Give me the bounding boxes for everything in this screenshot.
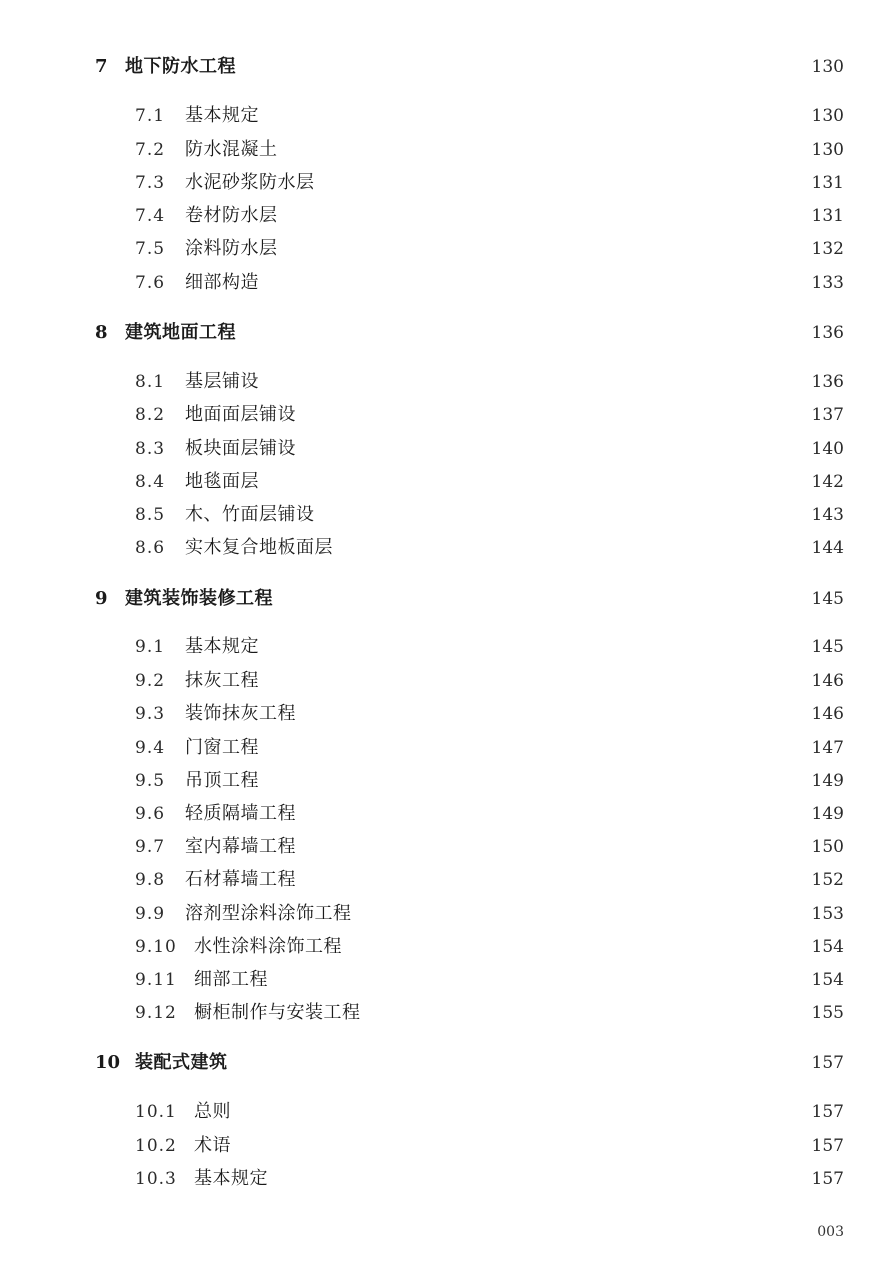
entry-page-number: 153 bbox=[811, 904, 844, 924]
entry-number: 10 bbox=[95, 1052, 121, 1073]
entry-title: 防水混凝土 bbox=[185, 139, 278, 160]
entry-number: 8 bbox=[95, 322, 108, 343]
entry-page-number: 157 bbox=[811, 1102, 844, 1122]
entry-page-number: 157 bbox=[811, 1136, 844, 1156]
entry-title: 板块面层铺设 bbox=[185, 438, 296, 459]
entry-title: 细部工程 bbox=[194, 969, 268, 990]
toc-section-entry[interactable] bbox=[0, 998, 884, 1028]
dot-leader bbox=[267, 101, 798, 131]
entry-title: 实木复合地板面层 bbox=[185, 537, 333, 558]
toc-section-entry[interactable] bbox=[0, 400, 884, 430]
entry-number: 9.12 bbox=[135, 1003, 177, 1023]
entry-title: 总则 bbox=[194, 1101, 231, 1122]
dot-leader bbox=[276, 1164, 798, 1194]
toc-section-entry[interactable] bbox=[0, 865, 884, 895]
entry-number: 9.10 bbox=[135, 937, 177, 957]
entry-number: 9.3 bbox=[135, 704, 166, 724]
dot-leader bbox=[304, 865, 798, 895]
toc-chapter-entry[interactable] bbox=[0, 52, 884, 82]
entry-number: 8.2 bbox=[135, 405, 166, 425]
entry-page-number: 152 bbox=[811, 870, 844, 890]
dot-leader bbox=[267, 632, 798, 662]
toc-chapter-entry[interactable] bbox=[0, 584, 884, 614]
entry-title: 卷材防水层 bbox=[185, 205, 278, 226]
entry-number: 7.1 bbox=[135, 106, 166, 126]
entry-title: 术语 bbox=[194, 1135, 231, 1156]
entry-title: 基本规定 bbox=[194, 1168, 268, 1189]
dot-leader bbox=[350, 932, 798, 962]
toc-section-entry[interactable] bbox=[0, 1097, 884, 1127]
toc-section-entry[interactable] bbox=[0, 101, 884, 131]
entry-title: 石材幕墙工程 bbox=[185, 869, 296, 890]
toc-section-entry[interactable] bbox=[0, 666, 884, 696]
dot-leader bbox=[304, 400, 798, 430]
entry-page-number: 140 bbox=[811, 439, 844, 459]
toc-section-entry[interactable] bbox=[0, 799, 884, 829]
entry-number: 8.4 bbox=[135, 472, 166, 492]
entry-page-number: 136 bbox=[811, 372, 844, 392]
dot-leader bbox=[239, 1131, 798, 1161]
entry-page-number: 130 bbox=[811, 57, 844, 77]
dot-leader bbox=[286, 201, 798, 231]
entry-title: 基层铺设 bbox=[185, 371, 259, 392]
entry-title: 地下防水工程 bbox=[125, 56, 236, 77]
entry-page-number: 131 bbox=[811, 173, 844, 193]
entry-title: 抹灰工程 bbox=[185, 670, 259, 691]
dot-leader bbox=[236, 1048, 798, 1078]
dot-leader bbox=[286, 234, 798, 264]
entry-page-number: 145 bbox=[811, 637, 844, 657]
entry-page-number: 131 bbox=[811, 206, 844, 226]
entry-page-number: 157 bbox=[811, 1169, 844, 1189]
entry-number: 9.11 bbox=[135, 970, 177, 990]
entry-title: 橱柜制作与安装工程 bbox=[194, 1002, 361, 1023]
entry-page-number: 149 bbox=[811, 771, 844, 791]
toc-section-entry[interactable] bbox=[0, 965, 884, 995]
dot-leader bbox=[244, 318, 798, 348]
entry-number: 9.1 bbox=[135, 637, 166, 657]
entry-page-number: 142 bbox=[811, 472, 844, 492]
entry-title: 水性涂料涂饰工程 bbox=[194, 936, 342, 957]
entry-title: 门窗工程 bbox=[185, 737, 259, 758]
entry-page-number: 146 bbox=[811, 704, 844, 724]
entry-number: 10.3 bbox=[135, 1169, 177, 1189]
toc-section-entry[interactable] bbox=[0, 500, 884, 530]
toc-section-entry[interactable] bbox=[0, 932, 884, 962]
toc-section-entry[interactable] bbox=[0, 367, 884, 397]
toc-section-entry[interactable] bbox=[0, 467, 884, 497]
dot-leader bbox=[304, 699, 798, 729]
entry-number: 7.6 bbox=[135, 273, 166, 293]
entry-number: 8.1 bbox=[135, 372, 166, 392]
entry-page-number: 137 bbox=[811, 405, 844, 425]
entry-number: 9.9 bbox=[135, 904, 166, 924]
dot-leader bbox=[304, 434, 798, 464]
entry-title: 装饰抹灰工程 bbox=[185, 703, 296, 724]
entry-title: 木、竹面层铺设 bbox=[185, 504, 315, 525]
entry-title: 细部构造 bbox=[185, 272, 259, 293]
entry-title: 建筑地面工程 bbox=[125, 322, 236, 343]
entry-page-number: 145 bbox=[811, 589, 844, 609]
dot-leader bbox=[267, 733, 798, 763]
entry-page-number: 133 bbox=[811, 273, 844, 293]
toc-section-entry[interactable] bbox=[0, 733, 884, 763]
dot-leader bbox=[304, 832, 798, 862]
entry-page-number: 154 bbox=[811, 970, 844, 990]
entry-page-number: 130 bbox=[811, 140, 844, 160]
dot-leader bbox=[369, 998, 798, 1028]
entry-page-number: 147 bbox=[811, 738, 844, 758]
toc-section-entry[interactable] bbox=[0, 766, 884, 796]
dot-leader bbox=[239, 1097, 798, 1127]
entry-number: 9.6 bbox=[135, 804, 166, 824]
toc-section-entry[interactable] bbox=[0, 699, 884, 729]
entry-number: 7.5 bbox=[135, 239, 166, 259]
toc-chapter-entry[interactable] bbox=[0, 1048, 884, 1078]
entry-number: 7.3 bbox=[135, 173, 166, 193]
entry-title: 装配式建筑 bbox=[135, 1052, 228, 1073]
dot-leader bbox=[323, 168, 798, 198]
toc-section-entry[interactable] bbox=[0, 234, 884, 264]
entry-number: 9 bbox=[95, 588, 108, 609]
entry-title: 轻质隔墙工程 bbox=[185, 803, 296, 824]
entry-title: 涂料防水层 bbox=[185, 238, 278, 259]
entry-number: 7.2 bbox=[135, 140, 166, 160]
entry-page-number: 132 bbox=[811, 239, 844, 259]
entry-number: 10.1 bbox=[135, 1102, 177, 1122]
entry-number: 7 bbox=[95, 56, 108, 77]
entry-page-number: 130 bbox=[811, 106, 844, 126]
dot-leader bbox=[267, 666, 798, 696]
entry-page-number: 144 bbox=[811, 538, 844, 558]
dot-leader bbox=[267, 268, 798, 298]
entry-number: 10.2 bbox=[135, 1136, 177, 1156]
entry-number: 9.7 bbox=[135, 837, 166, 857]
entry-page-number: 146 bbox=[811, 671, 844, 691]
toc-section-entry[interactable] bbox=[0, 632, 884, 662]
dot-leader bbox=[244, 52, 798, 82]
page-number: 003 bbox=[817, 1224, 844, 1240]
toc-section-entry[interactable] bbox=[0, 201, 884, 231]
toc-section-entry[interactable] bbox=[0, 168, 884, 198]
entry-title: 吊顶工程 bbox=[185, 770, 259, 791]
entry-number: 8.6 bbox=[135, 538, 166, 558]
entry-page-number: 143 bbox=[811, 505, 844, 525]
toc-section-entry[interactable] bbox=[0, 1164, 884, 1194]
dot-leader bbox=[286, 135, 798, 165]
entry-page-number: 155 bbox=[811, 1003, 844, 1023]
entry-title: 水泥砂浆防水层 bbox=[185, 172, 315, 193]
dot-leader bbox=[304, 799, 798, 829]
dot-leader bbox=[341, 533, 798, 563]
toc-section-entry[interactable] bbox=[0, 135, 884, 165]
dot-leader bbox=[281, 584, 798, 614]
entry-number: 9.4 bbox=[135, 738, 166, 758]
dot-leader bbox=[267, 367, 798, 397]
entry-page-number: 150 bbox=[811, 837, 844, 857]
entry-number: 7.4 bbox=[135, 206, 166, 226]
toc-section-entry[interactable] bbox=[0, 434, 884, 464]
toc-section-entry[interactable] bbox=[0, 832, 884, 862]
entry-title: 室内幕墙工程 bbox=[185, 836, 296, 857]
entry-number: 9.5 bbox=[135, 771, 166, 791]
dot-leader bbox=[267, 766, 798, 796]
entry-number: 9.8 bbox=[135, 870, 166, 890]
entry-title: 溶剂型涂料涂饰工程 bbox=[185, 903, 352, 924]
dot-leader bbox=[276, 965, 798, 995]
entry-page-number: 136 bbox=[811, 323, 844, 343]
dot-leader bbox=[323, 500, 798, 530]
entry-number: 8.5 bbox=[135, 505, 166, 525]
dot-leader bbox=[360, 899, 798, 929]
entry-page-number: 149 bbox=[811, 804, 844, 824]
entry-number: 8.3 bbox=[135, 439, 166, 459]
toc-section-entry[interactable] bbox=[0, 899, 884, 929]
entry-page-number: 154 bbox=[811, 937, 844, 957]
entry-title: 基本规定 bbox=[185, 105, 259, 126]
toc-section-entry[interactable] bbox=[0, 533, 884, 563]
entry-title: 地面面层铺设 bbox=[185, 404, 296, 425]
dot-leader bbox=[267, 467, 798, 497]
entry-page-number: 157 bbox=[811, 1053, 844, 1073]
entry-title: 地毯面层 bbox=[185, 471, 259, 492]
toc-section-entry[interactable] bbox=[0, 1131, 884, 1161]
entry-number: 9.2 bbox=[135, 671, 166, 691]
entry-title: 基本规定 bbox=[185, 636, 259, 657]
toc-section-entry[interactable] bbox=[0, 268, 884, 298]
toc-chapter-entry[interactable] bbox=[0, 318, 884, 348]
entry-title: 建筑装饰装修工程 bbox=[125, 588, 273, 609]
